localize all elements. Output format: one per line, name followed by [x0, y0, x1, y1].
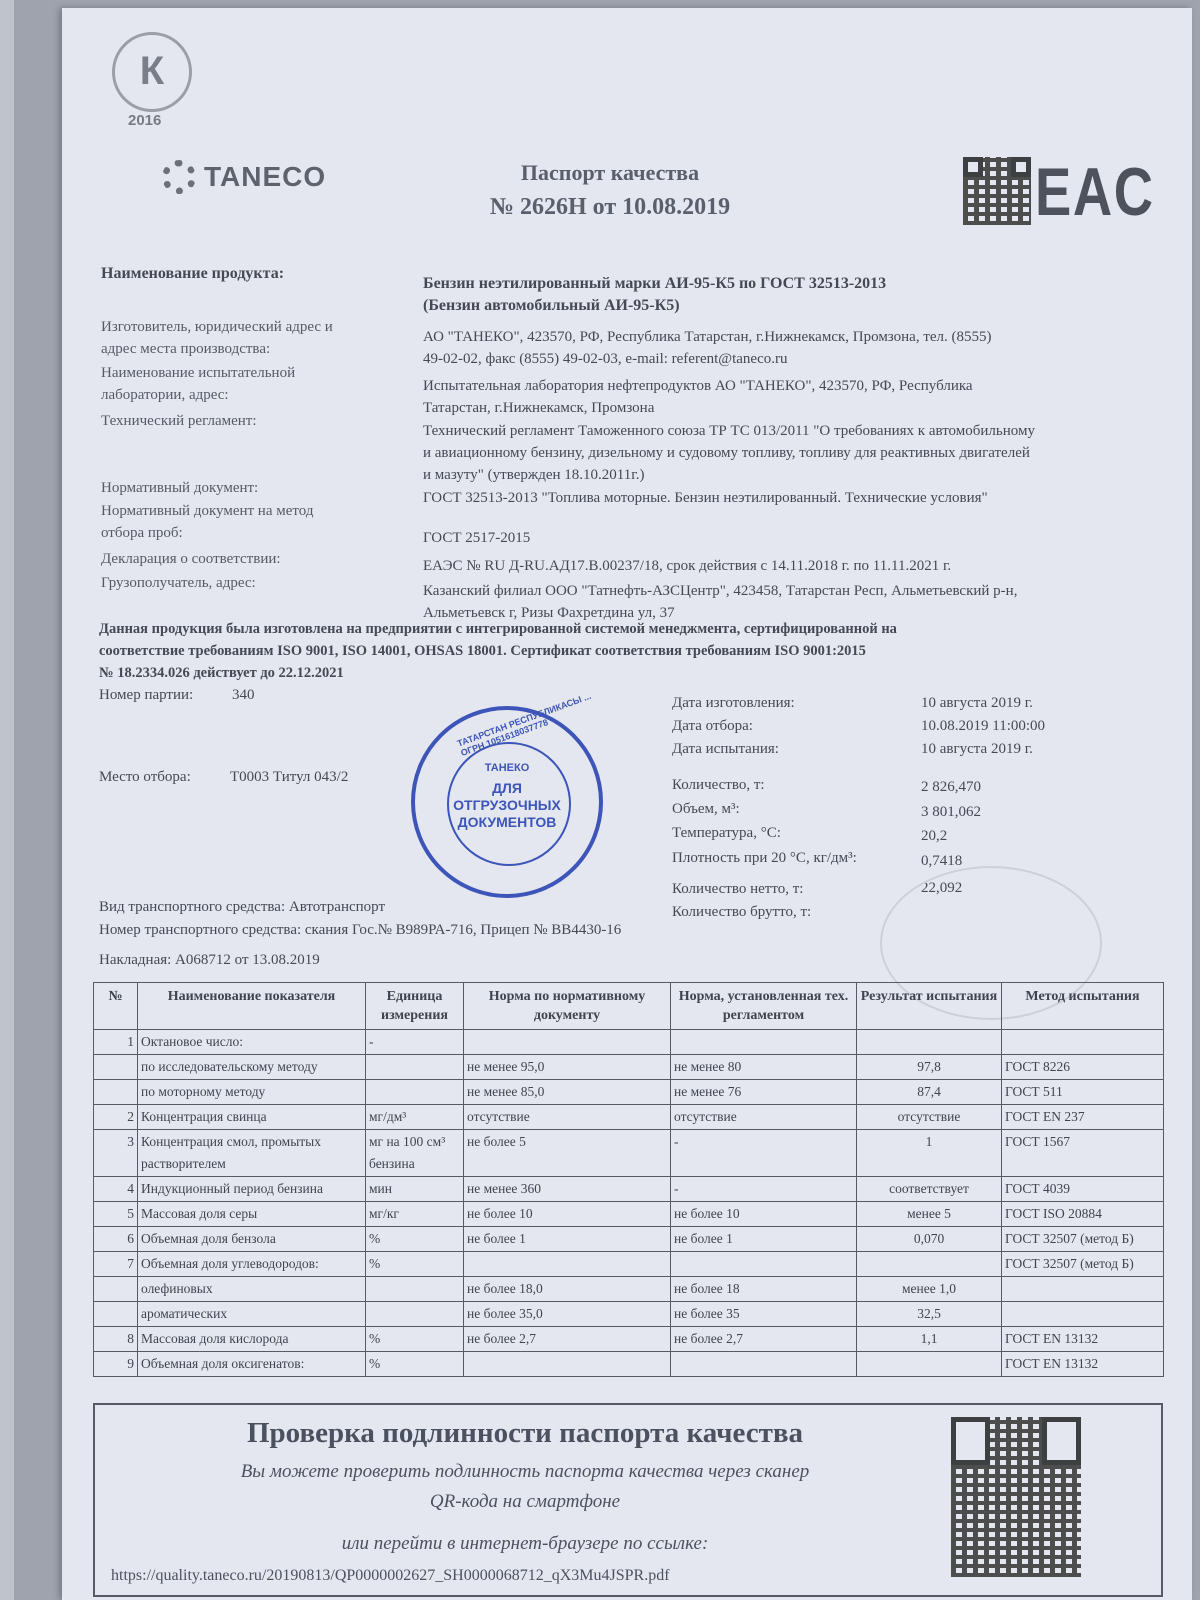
table-cell-norm: не менее 360: [464, 1177, 671, 1202]
table-row: [94, 1130, 1164, 1177]
table-cell-norm: [464, 1030, 671, 1055]
table-cell-unit: мг на 100 см³ бензина: [366, 1130, 464, 1177]
verification-line-2: QR-кода на смартфоне: [429, 1491, 621, 1512]
table-row: [94, 1080, 1164, 1105]
table-cell-norm: не более 2,7: [464, 1327, 671, 1352]
table-cell-n: [94, 1055, 138, 1080]
table-cell-method: ГОСТ 4039: [1002, 1177, 1164, 1202]
table-cell-result: [857, 1030, 1002, 1055]
table-cell-name: ароматических: [138, 1302, 366, 1327]
norm-value: ГОСТ 32513-2013 "Топлива моторные. Бензин неэтилированный. Технические условия": [423, 490, 988, 506]
sample-value: ГОСТ 2517-2015: [423, 530, 531, 546]
norm-label: Нормативный документ:: [101, 480, 259, 496]
table-cell-method: [1002, 1302, 1164, 1327]
table-cell-reg: [671, 1252, 857, 1277]
stamp-line-1: ДЛЯ: [492, 780, 522, 796]
lab-line-2: Татарстан, г.Нижнекамск, Промзона: [423, 400, 655, 416]
cert-line-3: № 18.2334.026 действует до 22.12.2021: [99, 665, 344, 681]
place-value: Т0003 Титул 043/2: [230, 769, 349, 785]
maker-label-1: Изготовитель, юридический адрес и: [101, 319, 333, 335]
invoice: Накладная: А068712 от 13.08.2019: [99, 952, 320, 968]
table-cell-unit: мг/дм³: [366, 1105, 464, 1130]
table-row: [94, 1202, 1164, 1227]
table-cell-n: 7: [94, 1252, 138, 1277]
table-cell-name: Массовая доля кислорода: [138, 1327, 366, 1352]
table-cell-norm: не более 18,0: [464, 1277, 671, 1302]
table-cell-name: Индукционный период бензина: [138, 1177, 366, 1202]
table-cell-norm: не более 10: [464, 1202, 671, 1227]
title-text: Паспорт качества: [520, 160, 700, 185]
batch-label: Номер партии:: [99, 687, 194, 703]
table-cell-result: [857, 1352, 1002, 1377]
verification-line-1: Вы можете проверить подлинность паспорта качества через сканер: [240, 1461, 810, 1482]
table-header: Метод испытания: [1002, 983, 1164, 1030]
table-cell-name: олефиновых: [138, 1277, 366, 1302]
table-cell-unit: мин: [366, 1177, 464, 1202]
info-value: 0,7418: [921, 853, 963, 869]
table-cell-reg: [671, 1352, 857, 1377]
info-value: 22,092: [921, 880, 963, 896]
table-cell-norm: не менее 95,0: [464, 1055, 671, 1080]
place-label: Место отбора:: [99, 769, 191, 785]
table-cell-result: 87,4: [857, 1080, 1002, 1105]
decl-value: ЕАЭС № RU Д-RU.АД17.В.00237/18, срок действия с 14.11.2018 г. по 11.11.2021 г.: [423, 558, 952, 574]
table-cell-n: [94, 1302, 138, 1327]
table-cell-reg: не менее 80: [671, 1055, 857, 1080]
maker-line-2: 49-02-02, факс (8555) 49-02-03, e-mail: referent@taneco.ru: [423, 351, 788, 367]
table-row: [94, 1302, 1164, 1327]
table-cell-method: ГОСТ EN 13132: [1002, 1327, 1164, 1352]
table-cell-unit: %: [366, 1327, 464, 1352]
product-line-2: (Бензин автомобильный АИ-95-К5): [423, 297, 680, 314]
table-row: [94, 1055, 1164, 1080]
sample-label-2: отбора проб:: [101, 525, 183, 541]
consignee-line-1: Казанский филиал ООО "Татнефть-АЗСЦентр", 423458, Татарстан Респ, Альметьевский р-н,: [423, 583, 1018, 599]
table-cell-result: 0,070: [857, 1227, 1002, 1252]
info-label: Дата испытания:: [672, 741, 779, 757]
table-cell-result: 32,5: [857, 1302, 1002, 1327]
info-value: 10 августа 2019 г.: [921, 695, 1033, 711]
table-cell-n: 9: [94, 1352, 138, 1377]
table-cell-result: менее 5: [857, 1202, 1002, 1227]
table-header: Наименование показателя: [138, 983, 366, 1030]
cert-line-1: Данная продукция была изготовлена на предприятии с интегрированной системой менеджмента, сертифицированной на: [99, 621, 897, 637]
table-cell-result: соответствует: [857, 1177, 1002, 1202]
document-title: [440, 160, 780, 221]
table-cell-method: ГОСТ 8226: [1002, 1055, 1164, 1080]
indicators-table: [93, 982, 1164, 1377]
table-cell-reg: не более 2,7: [671, 1327, 857, 1352]
table-cell-name: по моторному методу: [138, 1080, 366, 1105]
table-cell-reg: не более 18: [671, 1277, 857, 1302]
gear-icon: [162, 160, 196, 194]
table-cell-n: 5: [94, 1202, 138, 1227]
table-cell-norm: [464, 1352, 671, 1377]
reg-line-3: и мазуту" (утвержден 18.10.2011г.): [423, 467, 645, 483]
info-label: Объем, м³:: [672, 801, 740, 817]
info-label: Количество, т:: [672, 777, 765, 793]
table-cell-reg: не менее 76: [671, 1080, 857, 1105]
table-cell-name: Объемная доля углеводородов:: [138, 1252, 366, 1277]
table-header: Результат испытания: [857, 983, 1002, 1030]
table-cell-unit: мг/кг: [366, 1202, 464, 1227]
verification-box: [93, 1403, 1163, 1597]
taneco-logo: [162, 160, 326, 194]
table-cell-method: ГОСТ 511: [1002, 1080, 1164, 1105]
verification-url[interactable]: https://quality.taneco.ru/20190813/QP0000002627_SH0000068712_qX3Mu4JSPR.pdf: [111, 1567, 670, 1584]
vehicle-number: Номер транспортного средства: скания Гос.№ В989РА-716, Прицеп № ВВ4430-16: [99, 922, 622, 938]
table-row: [94, 1277, 1164, 1302]
table-header-row: [94, 983, 1164, 1030]
reg-line-2: и авиационному бензину, дизельному и судовому топливу, топливу для реактивных двигателей: [423, 445, 1030, 461]
table-cell-result: 97,8: [857, 1055, 1002, 1080]
product-label: Наименование продукта:: [101, 265, 285, 282]
shipping-stamp: [411, 690, 603, 898]
lab-label-1: Наименование испытательной: [101, 365, 296, 381]
table-header: Единица измерения: [366, 983, 464, 1030]
seal-letter: К: [139, 49, 165, 93]
info-label: Дата изготовления:: [672, 695, 795, 711]
table-cell-reg: отсутствие: [671, 1105, 857, 1130]
table-row: [94, 1352, 1164, 1377]
seal-year: 2016: [128, 112, 162, 129]
table-cell-n: 8: [94, 1327, 138, 1352]
cert-line-2: соответствие требованиям ISO 9001, ISO 14001, OHSAS 18001. Сертификат соответствия требованиям ISO 9001:2015: [99, 643, 866, 659]
table-cell-result: менее 1,0: [857, 1277, 1002, 1302]
table-cell-reg: не более 1: [671, 1227, 857, 1252]
qr-code-icon[interactable]: [963, 157, 1031, 225]
info-value: 10 августа 2019 г.: [921, 741, 1033, 757]
table-cell-unit: %: [366, 1352, 464, 1377]
stamp-line-3: ДОКУМЕНТОВ: [457, 814, 557, 830]
batch-value: 340: [232, 687, 255, 703]
product-line-1: Бензин неэтилированный марки АИ-95-К5 по ГОСТ 32513-2013: [423, 275, 887, 292]
table-cell-reg: не более 35: [671, 1302, 857, 1327]
table-cell-name: Объемная доля бензола: [138, 1227, 366, 1252]
consignee-line-2: Альметьевск г, Ризы Фахретдина ул, 37: [423, 605, 675, 621]
stamp-line-2: ОТГРУЗОЧНЫХ: [453, 797, 561, 813]
vehicle-type: Вид транспортного средства: Автотранспорт: [99, 899, 386, 915]
frame-edge: [0, 0, 14, 1600]
table-row: [94, 1327, 1164, 1352]
table-cell-method: ГОСТ 32507 (метод Б): [1002, 1227, 1164, 1252]
document-number: № 2626Н от 10.08.2019: [489, 194, 731, 220]
table-cell-unit: -: [366, 1030, 464, 1055]
table-cell-n: 6: [94, 1227, 138, 1252]
info-label: Плотность при 20 °С, кг/дм³:: [672, 850, 857, 866]
info-label: Количество нетто, т:: [672, 881, 804, 897]
table-cell-result: 1: [857, 1130, 1002, 1177]
table-cell-reg: [671, 1030, 857, 1055]
eac-mark: EAC: [1035, 154, 1155, 230]
table-row: [94, 1030, 1164, 1055]
table-cell-method: ГОСТ 32507 (метод Б): [1002, 1252, 1164, 1277]
table-cell-unit: %: [366, 1252, 464, 1277]
table-cell-norm: не менее 85,0: [464, 1080, 671, 1105]
table-cell-n: 4: [94, 1177, 138, 1202]
stamp-ring-text: ТАТАРСТАН РЕСПУБЛИКАСЫ ... ОГРН 1051618037778: [455, 690, 593, 759]
table-cell-name: по исследовательскому методу: [138, 1055, 366, 1080]
info-value: 2 826,470: [921, 779, 981, 795]
table-cell-method: [1002, 1030, 1164, 1055]
stamp-company: ТАНЕКО: [484, 762, 530, 774]
table-header: №: [94, 983, 138, 1030]
sample-label-1: Нормативный документ на метод: [101, 503, 314, 519]
table-row: [94, 1177, 1164, 1202]
table-header: Норма по нормативному документу: [464, 983, 671, 1030]
info-label: Температура, °С:: [672, 825, 781, 841]
lab-line-1: Испытательная лаборатория нефтепродуктов АО "ТАНЕКО", 423570, РФ, Республика: [423, 378, 973, 394]
reg-label: Технический регламент:: [101, 413, 257, 429]
table-cell-name: Концентрация свинца: [138, 1105, 366, 1130]
table-cell-unit: [366, 1055, 464, 1080]
table-cell-norm: не более 35,0: [464, 1302, 671, 1327]
table-cell-name: Октановое число:: [138, 1030, 366, 1055]
table-cell-unit: [366, 1302, 464, 1327]
stamp-purpose: [415, 780, 599, 831]
consignee-label: Грузополучатель, адрес:: [101, 575, 256, 591]
table-cell-n: [94, 1277, 138, 1302]
table-cell-result: отсутствие: [857, 1105, 1002, 1130]
table-cell-unit: [366, 1080, 464, 1105]
logo-text: TANECO: [204, 161, 327, 192]
table-cell-reg: -: [671, 1177, 857, 1202]
decl-label: Декларация о соответствии:: [101, 551, 281, 567]
info-value: 3 801,062: [921, 804, 981, 820]
table-cell-name: Массовая доля серы: [138, 1202, 366, 1227]
table-cell-n: 3: [94, 1130, 138, 1177]
table-cell-norm: не более 5: [464, 1130, 671, 1177]
table-cell-method: [1002, 1277, 1164, 1302]
verification-title: Проверка подлинности паспорта качества: [246, 1417, 803, 1449]
table-cell-method: ГОСТ EN 237: [1002, 1105, 1164, 1130]
reg-line-1: Технический регламент Таможенного союза ТР ТС 013/2011 "О требованиях к автомобильному: [423, 423, 1035, 439]
table-cell-n: 2: [94, 1105, 138, 1130]
table-row: [94, 1105, 1164, 1130]
quality-seal: [112, 32, 192, 112]
info-label: Дата отбора:: [672, 718, 753, 734]
table-cell-norm: отсутствие: [464, 1105, 671, 1130]
lab-label-2: лаборатории, адрес:: [101, 387, 229, 403]
table-cell-method: ГОСТ ISO 20884: [1002, 1202, 1164, 1227]
table-header: Норма, установленная тех. регламентом: [671, 983, 857, 1030]
table-cell-result: [857, 1252, 1002, 1277]
table-cell-unit: %: [366, 1227, 464, 1252]
verification-line-3: или перейти в интернет-браузере по ссылке:: [341, 1533, 709, 1554]
table-cell-name: Концентрация смол, промытых растворителем: [138, 1130, 366, 1177]
table-cell-n: [94, 1080, 138, 1105]
table-row: [94, 1227, 1164, 1252]
table-cell-norm: не более 1: [464, 1227, 671, 1252]
maker-line-1: АО "ТАНЕКО", 423570, РФ, Республика Татарстан, г.Нижнекамск, Промзона, тел. (8555): [423, 329, 992, 345]
table-cell-result: 1,1: [857, 1327, 1002, 1352]
table-cell-name: Объемная доля оксигенатов:: [138, 1352, 366, 1377]
table-cell-reg: не более 10: [671, 1202, 857, 1227]
table-cell-method: ГОСТ 1567: [1002, 1130, 1164, 1177]
verification-qr-icon[interactable]: [951, 1417, 1081, 1577]
info-label: Количество брутто, т:: [672, 904, 812, 920]
table-cell-unit: [366, 1277, 464, 1302]
info-value: 10.08.2019 11:00:00: [921, 718, 1046, 734]
maker-label-2: адрес места производства:: [101, 341, 271, 357]
table-row: [94, 1252, 1164, 1277]
table-cell-norm: [464, 1252, 671, 1277]
table-cell-reg: -: [671, 1130, 857, 1177]
table-cell-method: ГОСТ EN 13132: [1002, 1352, 1164, 1377]
info-value: 20,2: [921, 828, 948, 844]
table-cell-n: 1: [94, 1030, 138, 1055]
